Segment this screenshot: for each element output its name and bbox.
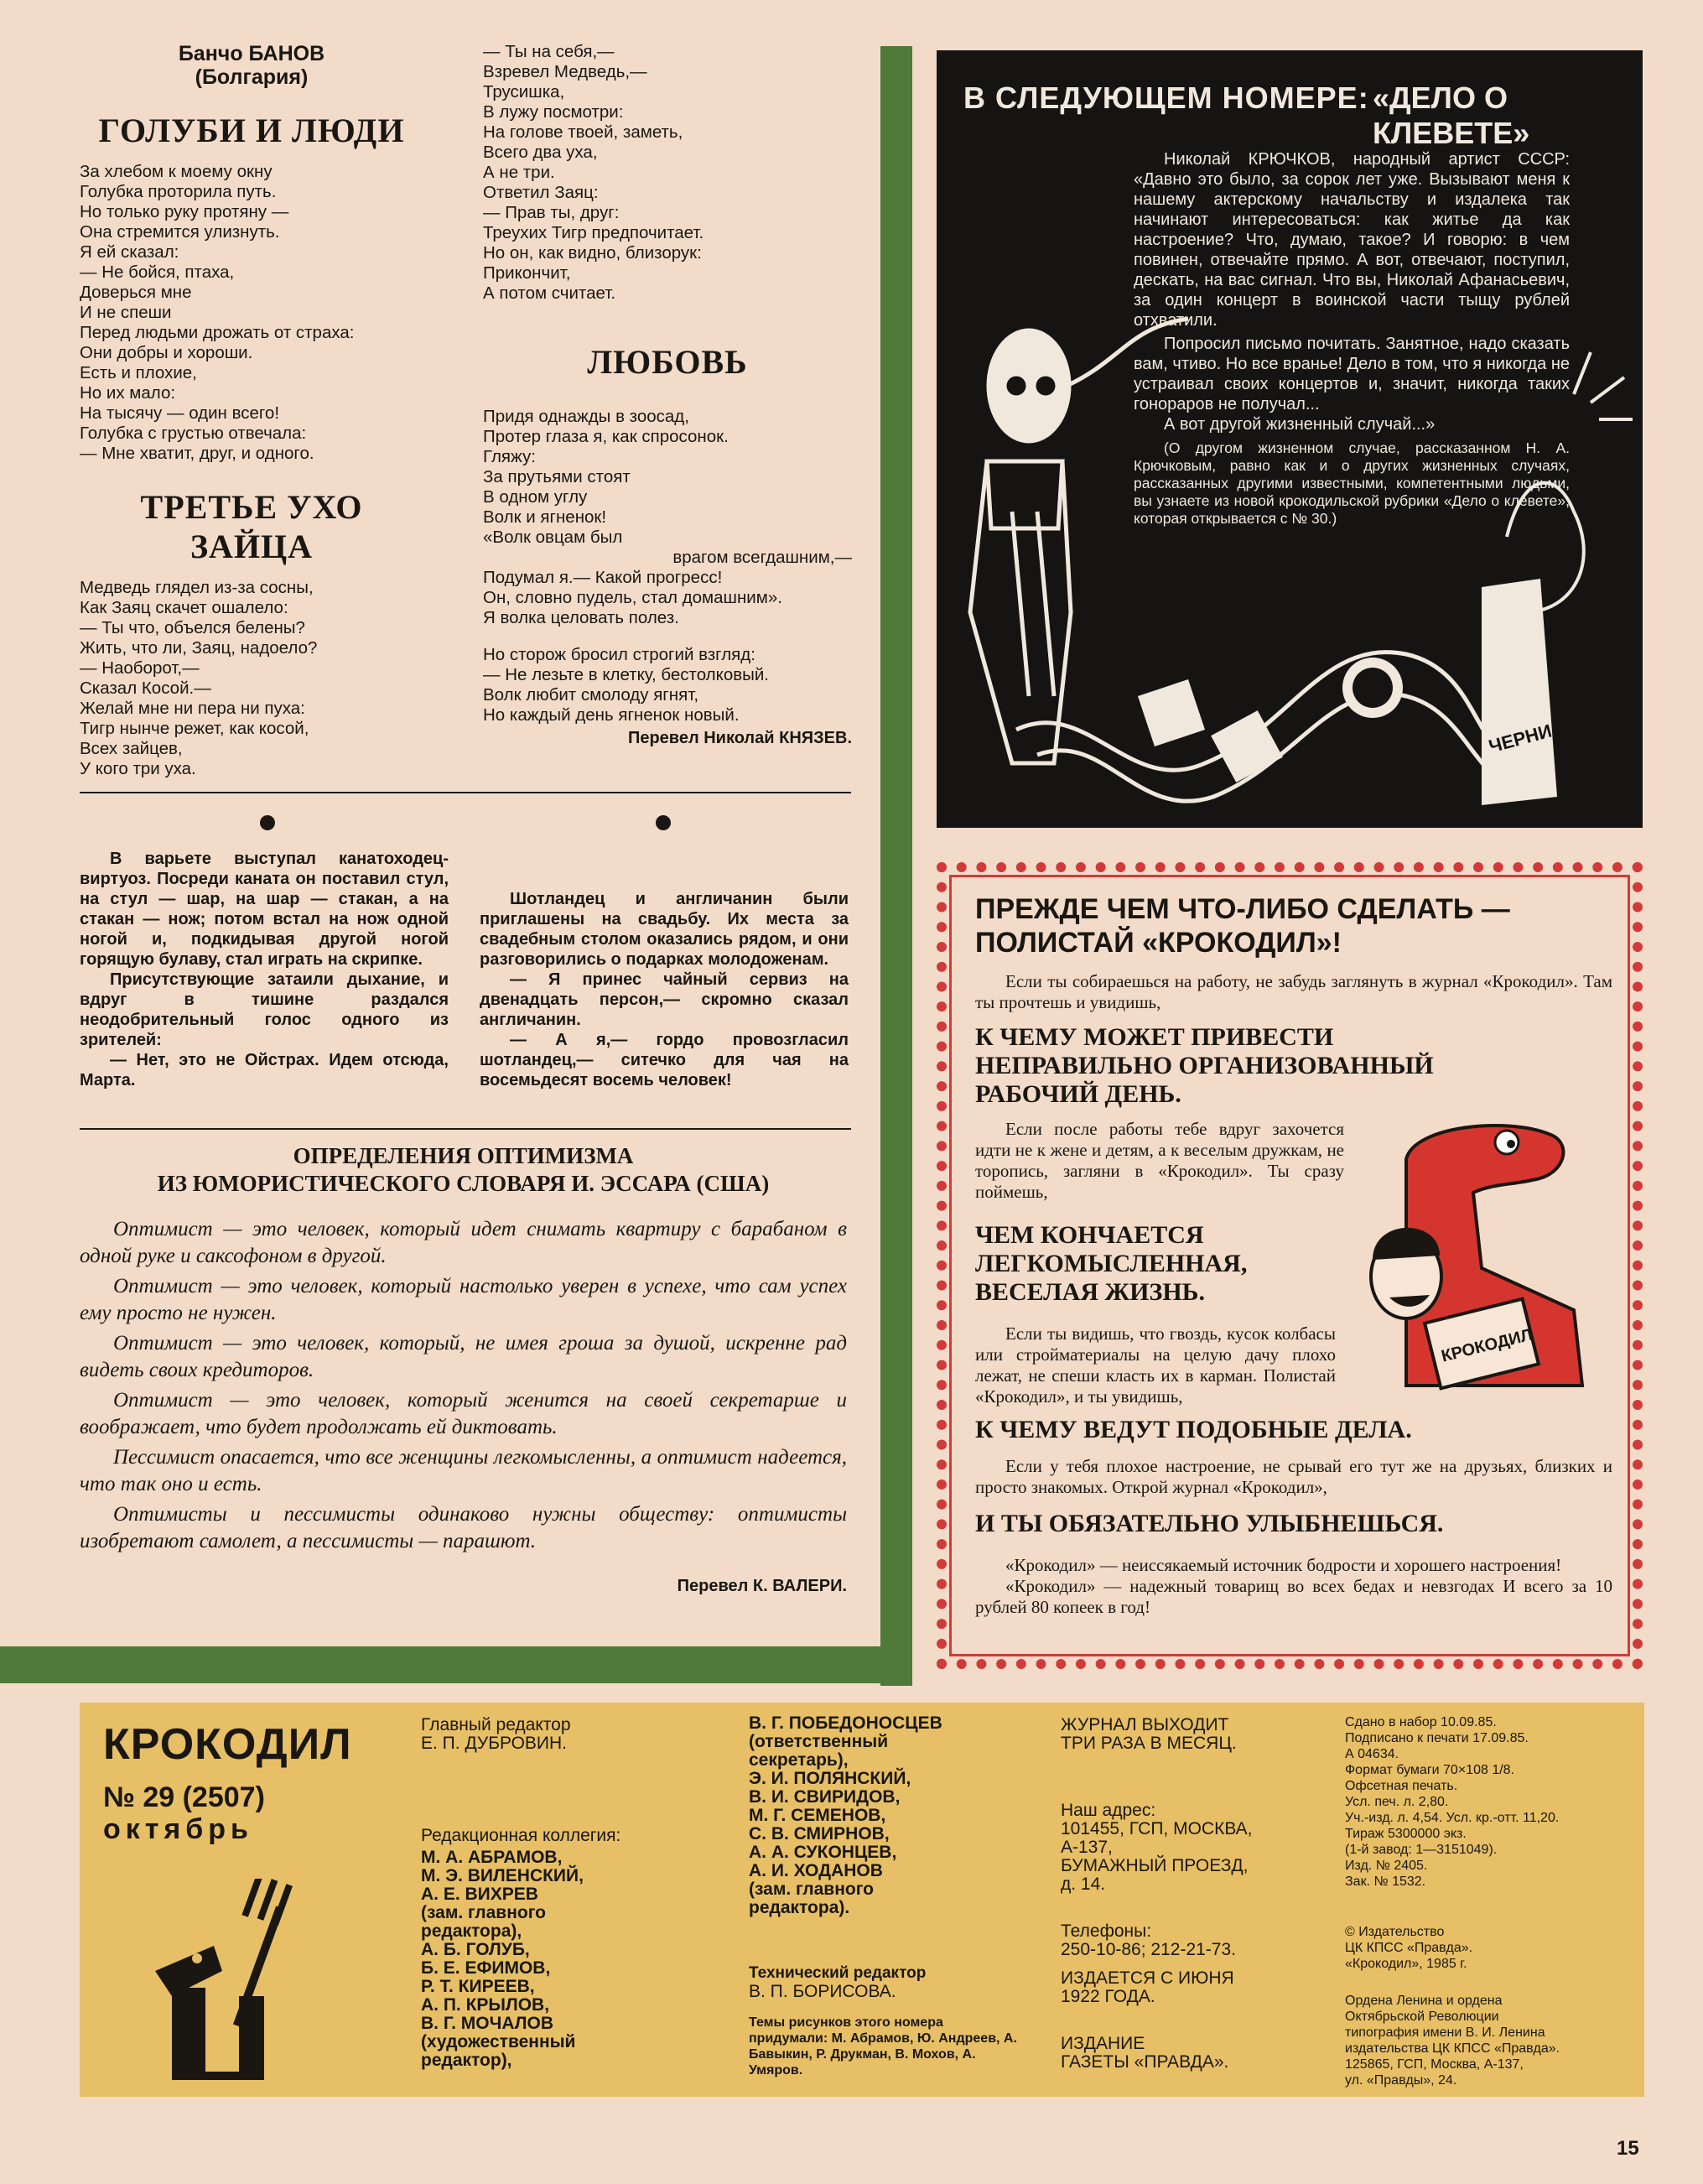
next-issue-paragraph: Николай КРЮЧКОВ, народный артист СССР: «Давно это было, за сорок лет уже. Вызывают меня к нашему актерскому начальству и издалека так начинают интересоваться: как житье да как настроение? Что, думаю, такое? И говорю: в чем повинен, отвечайте прямо. А вот, отвечают, поступил, дескать, на вас сигнал. Что вы, Николай Афанасьевич, за один концерт в воинской части тыщу рублей отхватили. bbox=[1134, 150, 1570, 330]
issue-number: № 29 (2507) bbox=[103, 1781, 265, 1813]
crocodile-reader-illustration bbox=[1356, 1109, 1616, 1394]
joke-paragraph: Присутствующие затаили дыхание, и вдруг в тишине раздался неодобрительный голос одного из зрителей: bbox=[80, 970, 449, 1049]
ad-body bbox=[975, 1456, 1612, 1498]
joke-paragraph: — Нет, это не Ойстрах. Идем отсюда, Марта. bbox=[80, 1051, 449, 1089]
definition-paragraph: Пессимист опасается, что все женщины легкомысленны, а оптимист надеется, что так оно и есть. bbox=[80, 1446, 847, 1495]
magazine-cover-label: КРОКОДИЛ bbox=[1439, 1325, 1534, 1366]
bullet-dot bbox=[260, 815, 275, 830]
issue-month: октябрь bbox=[103, 1813, 253, 1845]
chief-editor-label: Главный редактор bbox=[421, 1715, 571, 1734]
tech-editor-name: В. П. БОРИСОВА. bbox=[749, 1982, 896, 2001]
author-name: Банчо БАНОВ bbox=[178, 42, 325, 65]
next-issue-label: В СЛЕДУЮЩЕМ НОМЕРЕ: bbox=[963, 81, 1369, 115]
definition-paragraph: Оптимист — это человек, который идет снимать квартиру с барабаном в одной руке и саксофоном в другой. bbox=[80, 1218, 847, 1267]
ad-subhead: К ЧЕМУ ВЕДУТ ПОДОБНЫЕ ДЕЛА. bbox=[975, 1416, 1412, 1443]
next-issue-paragraph: (О другом жизненном случае, рассказанном Н. А. Крючковым, равно как и о других жизненных случаях, рассказанных другими известными, компетентными людьми, вы узнаете из новой крокодильской рубрики «Дело о клевете», которая открывается с № 30.) bbox=[1134, 439, 1570, 527]
definition-paragraph: Оптимист — это человек, который, не имея гроша за душой, искренне рад видеть своих кредиторов. bbox=[80, 1332, 847, 1381]
green-frame-vertical bbox=[880, 46, 912, 1686]
ad-paragraph: «Крокодил» — неиссякаемый источник бодрости и хорошего настроения! bbox=[1005, 1555, 1562, 1575]
ad-subhead: И ТЫ ОБЯЗАТЕЛЬНО УЛЫБНЕШЬСЯ. bbox=[975, 1510, 1444, 1537]
poem-translator-credit: Перевел Николай КНЯЗЕВ. bbox=[627, 729, 852, 747]
poem-text-love-d: Но сторож бросил строгий взгляд: — Не лезьте в клетку, бестолковый. Волк любит смолоду ягнят, Но каждый день ягненок новый. bbox=[483, 645, 769, 725]
tech-editor-label: Технический редактор bbox=[749, 1964, 927, 1982]
ad-headline: ПРЕЖДЕ ЧЕМ ЧТО-ЛИБО СДЕЛАТЬ — ПОЛИСТАЙ «КРОКОДИЛ»! bbox=[975, 893, 1510, 959]
section-divider bbox=[80, 792, 851, 793]
poem-title-hare: ТРЕТЬЕ УХО ЗАЙЦА bbox=[140, 488, 363, 565]
next-issue-paragraph: А вот другой жизненный случай...» bbox=[1164, 415, 1436, 434]
publisher-edition: ИЗДАНИЕ ГАЗЕТЫ «ПРАВДА». bbox=[1061, 2034, 1229, 2072]
poem-text-hare-a: Медведь глядел из-за сосны, Как Заяц скачет ошалело: — Ты что, объелся белены? Жить, что ли, Заяц, надоело? — Наоборот,— Сказал Косой.— Желай мне ни пера ни пуха: Тигр нынче режет, как косой, Всех зайцев, У кого три уха. bbox=[80, 578, 318, 778]
editorial-phones: Телефоны: 250-10-86; 212-21-73. bbox=[1061, 1921, 1236, 1959]
editorial-board-list-b: В. Г. ПОБЕДОНОСЦЕВ (ответственный секретарь), Э. И. ПОЛЯНСКИЙ, В. И. СВИРИДОВ, М. Г. СЕМЕНОВ, С. В. СМИРНОВ, А. А. СУКОНЦЕВ, А. И. ХОДАНОВ (зам. главного редактора). bbox=[749, 1713, 942, 1917]
joke-paragraph: Шотландец и англичанин были приглашены на свадьбу. Их места за свадебным столом оказались рядом, и они разговорились о подарках молодоженам. bbox=[480, 890, 849, 969]
poem-text-love-b: врагом всегдашним,— bbox=[672, 548, 852, 567]
illustration-themes-credit: Темы рисунков этого номера придумали: М. Абрамов, Ю. Андреев, А. Бавыкин, Р. Друкман, В. Мохов, А. Умяров. bbox=[749, 2015, 1017, 2077]
poem-title-doves: ГОЛУБИ И ЛЮДИ bbox=[98, 112, 405, 149]
optimism-definitions bbox=[80, 1216, 847, 1555]
definition-paragraph: Оптимист — это человек, который настолько уверен в успехе, что сам успех ему просто не нужен. bbox=[80, 1275, 847, 1324]
definition-paragraph: Оптимист — это человек, который женится на своей секретарше и воображает, что будет продолжать ей диктовать. bbox=[80, 1389, 847, 1438]
joke-paragraph: В варьете выступал канатоходец-виртуоз. Посреди каната он поставил стул, на стул — шар, на шар — стакан, а на стакан — нож; потом встал на нож одной ногой и, подкидывая другой ногой горящую булаву, стал играть на скрипке. bbox=[80, 850, 449, 969]
optimism-section bbox=[80, 1142, 847, 1596]
ad-subhead: ЧЕМ КОНЧАЕТСЯ ЛЕГКОМЫСЛЕННАЯ, ВЕСЕЛАЯ ЖИЗНЬ. bbox=[975, 1221, 1248, 1306]
joke-scotsman bbox=[480, 889, 849, 1090]
caricature-illustration bbox=[937, 260, 1643, 828]
ad-body bbox=[975, 1119, 1344, 1203]
ad-paragraph: «Крокодил» — надежный товарищ во всех бедах и невзгодах И всего за 10 рублей 80 копеек в год! bbox=[975, 1576, 1612, 1617]
bullet-dot bbox=[656, 815, 671, 830]
publication-frequency: ЖУРНАЛ ВЫХОДИТ ТРИ РАЗА В МЕСЯЦ. bbox=[1061, 1715, 1237, 1753]
poems-column-left bbox=[80, 42, 423, 779]
poem-text-love-c: Подумал я.— Какой прогресс! Он, словно пудель, стал домашним». Я волка целовать полез. bbox=[483, 568, 782, 627]
poem-text-love-a: Придя однажды в зоосад, Протер глаза я, как спросонок. Гляжу: За прутьями стоят В одном углу Волк и ягненок! «Волк овцам был bbox=[483, 407, 729, 547]
joke-paragraph: — А я,— гордо провозгласил шотландец,— ситечко для чая на восемьдесят восемь человек! bbox=[480, 1031, 849, 1089]
ad-body bbox=[975, 1323, 1336, 1407]
krokodil-ad-box bbox=[937, 862, 1643, 1669]
next-issue-rubric: «ДЕЛО О КЛЕВЕТЕ» bbox=[1373, 81, 1530, 150]
crocodile-pitchfork-logo bbox=[138, 1879, 306, 2088]
ad-body bbox=[975, 971, 1612, 1013]
author-country: (Болгария) bbox=[195, 65, 309, 89]
poem-text-hare-b: — Ты на себя,— Взревел Медведь,— Трусишка, В лужу посмотри: На голове твоей, заметь, Всего два уха, А не три. Ответил Заяц: — Прав ты, друг: Треухих Тигр предпочитает. Но он, как видно, близорук: Прикончит, А потом считает. bbox=[483, 42, 704, 303]
poem-text-doves: За хлебом к моему окну Голубка проторила путь. Но только руку протяну — Она стремится улизнуть. Я ей сказал: — Не бойся, птаха, Доверься мне И не спеши Перед людьми дрожать от страха: Они добры и хороши. Есть и плохие, Но их мало: На тысячу — один всего! Голубка с грустью отвечала: — Мне хватит, друг, и одного. bbox=[80, 162, 355, 463]
optimism-translator-credit: Перевел К. ВАЛЕРИ. bbox=[677, 1577, 847, 1595]
published-since: ИЗДАЕТСЯ С ИЮНЯ 1922 ГОДА. bbox=[1061, 1968, 1234, 2006]
next-issue-box bbox=[937, 50, 1643, 828]
ad-paragraph: Если после работы тебе вдруг захочется идти не к жене и детям, а к веселым дружкам, не торопись, загляни в «Крокодил». Ты сразу поймешь, bbox=[975, 1119, 1344, 1202]
ad-paragraph: Если ты видишь, что гвоздь, кусок колбасы или стройматериалы на целую дачу плохо лежат, не спеши класть их в карман. Полистай «Крокодил», и ты увидишь, bbox=[975, 1323, 1336, 1407]
chief-editor-name: Е. П. ДУБРОВИН. bbox=[421, 1734, 567, 1753]
poems-column-right bbox=[483, 42, 852, 748]
editorial-board-label: Редакционная коллегия: bbox=[421, 1826, 621, 1845]
ad-subhead: К ЧЕМУ МОЖЕТ ПРИВЕСТИ НЕПРАВИЛЬНО ОРГАНИЗОВАННЫЙ РАБОЧИЙ ДЕНЬ. bbox=[975, 1023, 1434, 1108]
poem-title-love: ЛЮБОВЬ bbox=[587, 343, 748, 381]
copyright-info: © Издательство ЦК КПСС «Правда». «Крокодил», 1985 г. bbox=[1345, 1925, 1473, 1971]
optimism-title-line2: ИЗ ЮМОРИСТИЧЕСКОГО СЛОВАРЯ И. ЭССАРА (США) bbox=[157, 1171, 770, 1196]
ad-body bbox=[975, 1555, 1612, 1618]
ad-paragraph: Если ты собираешься на работу, не забудь заглянуть в журнал «Крокодил». Там ты прочтешь и увидишь, bbox=[975, 971, 1612, 1012]
next-issue-paragraph: Попросил письмо почитать. Занятное, надо сказать вам, чтиво. Но все вранье! Дело в том, что я никогда не устраивал своих концертов и, значит, никогда таких гонораров не получал... bbox=[1134, 335, 1570, 413]
joke-tightrope bbox=[80, 849, 449, 1090]
printing-info: Сдано в набор 10.09.85. Подписано к печати 17.09.85. А 04634. Формат бумаги 70×108 1/8. Офсетная печать. Усл. печ. л. 2,80. Уч.-изд. л. 4,54. Усл. кр.-отт. 11,20. Тираж 5300000 экз. (1-й завод: 1—3151049). Изд. № 2405. Зак. № 1532. bbox=[1345, 1715, 1560, 1889]
joke-paragraph: — Я принес чайный сервиз на двенадцать персон,— скромно сказал англичанин. bbox=[480, 970, 849, 1029]
page-number: 15 bbox=[1617, 2137, 1639, 2160]
optimism-title-line1: ОПРЕДЕЛЕНИЯ ОПТИМИЗМА bbox=[293, 1143, 634, 1168]
masthead-logo: КРОКОДИЛ bbox=[103, 1720, 352, 1769]
printer-info: Ордена Ленина и ордена Октябрьской Революции типография имени В. И. Ленина издательства ЦК КПСС «Правда». 125865, ГСП, Москва, А-137, ул. «Правды», 24. bbox=[1345, 1994, 1560, 2088]
editorial-address: Наш адрес: 101455, ГСП, МОСКВА, А-137, БУМАЖНЫЙ ПРОЕЗД, д. 14. bbox=[1061, 1801, 1253, 1894]
definition-paragraph: Оптимисты и пессимисты одинаково нужны обществу: оптимисты изобретают самолет, а пессимисты — парашют. bbox=[80, 1503, 847, 1552]
ad-paragraph: Если у тебя плохое настроение, не срывай его тут же на друзьях, близких и просто знакомых. Открой журнал «Крокодил», bbox=[975, 1456, 1612, 1497]
ink-bottle-label: ЧЕРНИЛА bbox=[1486, 713, 1580, 757]
section-divider bbox=[80, 1128, 851, 1130]
green-frame-horizontal bbox=[0, 1646, 912, 1683]
editorial-board-list-a: М. А. АБРАМОВ, М. Э. ВИЛЕНСКИЙ, А. Е. ВИХРЕВ (зам. главного редактора), А. Б. ГОЛУБ, Б. Е. ЕФИМОВ, Р. Т. КИРЕЕВ, А. П. КРЫЛОВ, В. Г. МОЧАЛОВ (художественный редактор), bbox=[421, 1848, 584, 2070]
masthead-box bbox=[80, 1703, 1644, 2097]
